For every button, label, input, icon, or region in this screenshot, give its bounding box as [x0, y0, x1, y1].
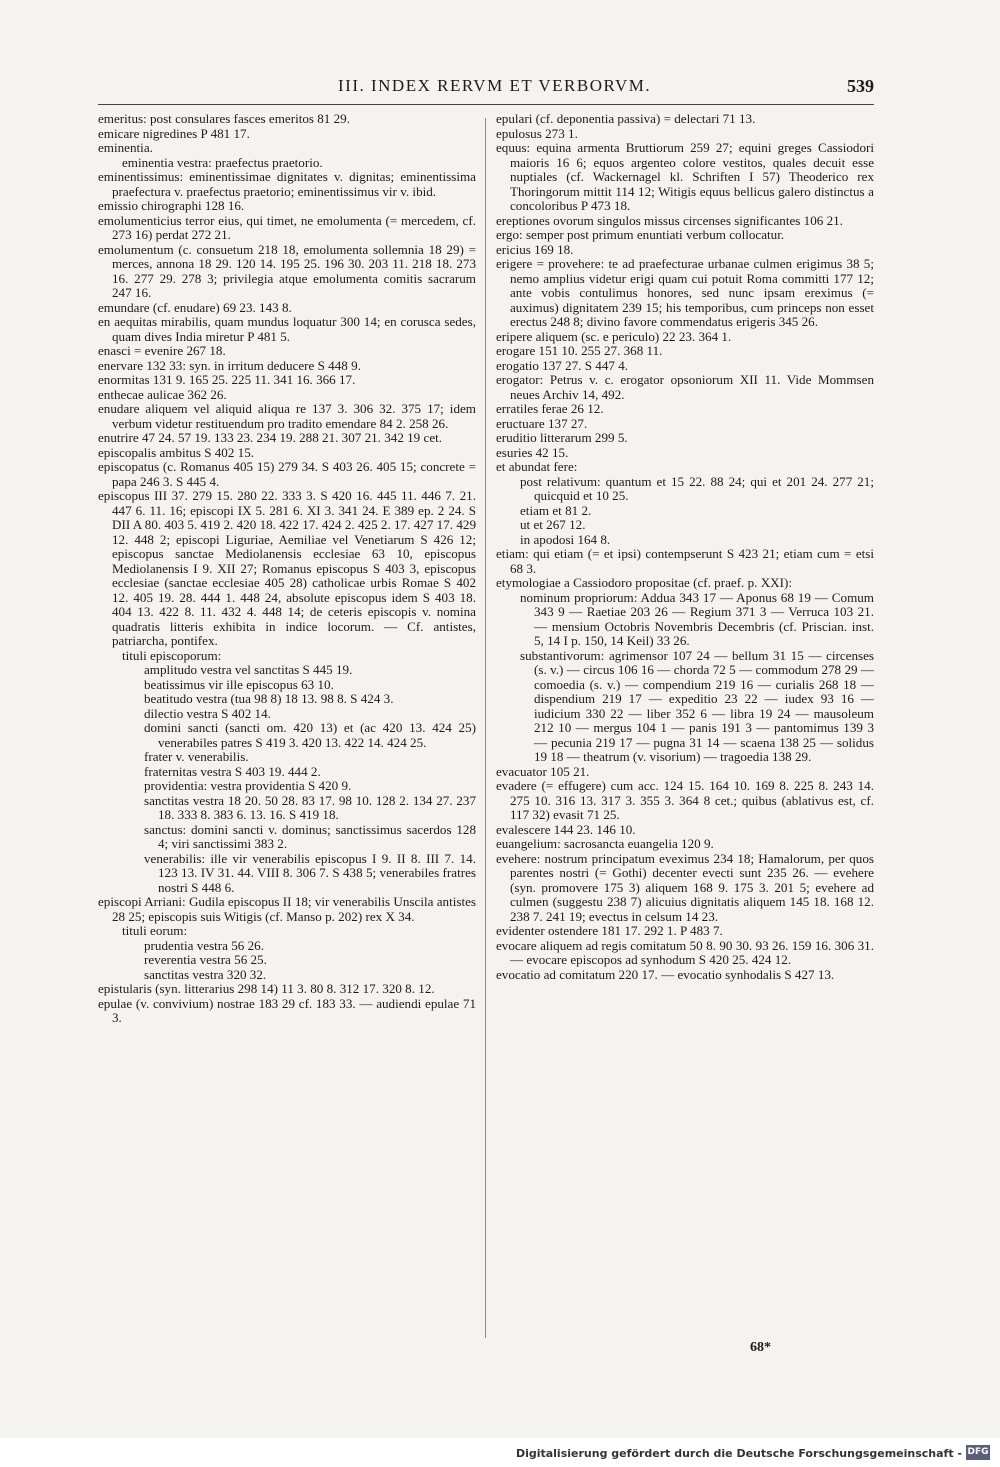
index-entry: episcopalis ambitus S 402 15.: [98, 444, 255, 460]
index-entry: fraternitas vestra S 403 19. 444 2.: [144, 763, 321, 779]
index-entry: venerabilis: ille vir venerabilis episcopus I 9. II 8. III 7. 14. 123 13. IV 31. 44. VIII 8. 306 7. S 438 5; venerabiles fratres nostri S 448 6.: [144, 850, 476, 895]
index-entry: episcopi Arriani: Gudila episcopus II 18; vir venerabilis Unscila antistes 28 25; episcopis suis Witigis (cf. Manso p. 202) rex X 34.: [98, 894, 476, 924]
index-entry: substantivorum: agrimensor 107 24 — bellum 31 15 — circenses (s. v.) — circus 106 16 — chorda 72 5 — commodum 278 29 — comoedia (s. v.) — compendium 219 16 — curialis 268 18 — dispendium 219 17 — expeditio 23 22 — iudex 93 16 — iudicium 330 22 — liber 352 6 — libra 19 24 — mausoleum 212 10 — mergus 104 1 — panis 191 3 — pantomimus 139 3 — pecunia 219 17 — pugna 31 14 — scaena 138 25 — solidus 19 18 — theatrum (v. visorium) — tragoedia 138 29.: [520, 647, 874, 764]
index-entry: ereptiones ovorum singulos missus circenses significantes 106 21.: [496, 212, 843, 228]
index-entry: enudare aliquem vel aliquid aliqua re 137 3. 306 32. 375 17; idem verbum videtur restituendum pro tradito emendare 84 2. 258 26.: [98, 401, 476, 431]
index-entry: evalescere 144 23. 146 10.: [496, 821, 636, 837]
index-entry: emeritus: post consulares fasces emeritos 81 29.: [98, 111, 350, 126]
index-entry: emissio chirographi 128 16.: [98, 198, 245, 213]
index-entry: sanctitas vestra 320 32.: [144, 966, 267, 982]
index-entry: episcopus III 37. 279 15. 280 22. 333 3. S 420 16. 445 11. 446 7. 21. 447 6. 11. 16; episcopi IX 5. 281 6. XI 3. 341 24. E 389 ep. 2 24. S DII A 80. 403 5. 419 2. 420 18. 422 17. 424 2. 425 2. 17. 427 17. 429 12. 448 2; episcopi Liguriae, Aemiliae vel Venetiarum S 426 12; episcopus sanctae Mediolanensis ecclesiae 63 10, episcopus Mediolanensis I 9. XII 27; Romanus episcopus S 403 3, episcopus ecclesiae (sanctae ecclesiae 405 28) catholicae urbis Romae S 402 12. 405 19. 28. 444 1. 448 24, absolute episcopus idem S 403 18. 404 13. 422 8. 11. 432 4. 448 14; de ceteris episcopis v. nomina quadratis litteris exhibita in indice locorum. — Cf. antistes, patriarcha, pontifex.: [98, 488, 476, 648]
index-entry: erratiles ferae 26 12.: [496, 401, 604, 416]
index-entry: evidenter ostendere 181 17. 292 1. P 483 7.: [496, 923, 723, 938]
index-entry: enasci = evenire 267 18.: [98, 343, 226, 358]
index-entry: et abundat fere:: [496, 459, 578, 474]
index-entry: domini sancti (sancti om. 420 13) et (ac 420 13. 424 25) venerabiles patres S 419 3. 420 13. 422 14. 424 25.: [144, 720, 476, 750]
index-entry: etiam et 81 2.: [520, 502, 592, 518]
index-entry: enthecae aulicae 362 26.: [98, 386, 227, 402]
footer-credit: Digitalisierung gefördert durch die Deutsche Forschungsgemeinschaft -: [515, 1447, 962, 1460]
index-entry: sanctitas vestra 18 20. 50 28. 83 17. 98 10. 128 2. 134 27. 237 18. 333 8. 383 6. 13. 16. S 419 18.: [144, 792, 476, 822]
index-entry: reverentia vestra 56 25.: [144, 952, 267, 967]
index-entry: amplitudo vestra vel sanctitas S 445 19.: [144, 662, 353, 677]
index-entry: evehere: nostrum principatum eveximus 234 18; Hamalorum, per quos parentes nostri (= Gothi) decenter evecti sunt 235 26. — evehere (syn. promovere 175 3) aliquem 168 9. 175 3. 201 5; evehere ad culmen (suggestu 238 7) alicuius dignitatis aliquem 145 18. 168 12. 238 7. 241 19; evectus in celsum 14 23.: [496, 850, 874, 924]
index-entry: dilectio vestra S 402 14.: [144, 705, 271, 721]
index-entry: evocare aliquem ad regis comitatum 50 8. 90 30. 93 26. 159 16. 306 31. — evocare episcopos ad synhodum S 420 25. 424 12.: [496, 937, 874, 967]
index-entry: evacuator 105 21.: [496, 763, 590, 779]
signature-mark: 68*: [750, 1340, 771, 1355]
running-header: [98, 76, 874, 102]
index-entry: emolumenticius terror eius, qui timet, ne emolumenta (= mercedem, cf. 273 16) perdat 272 21.: [98, 212, 476, 242]
header-rule: [98, 104, 874, 105]
index-entry: episcopatus (c. Romanus 405 15) 279 34. S 403 26. 405 15; concrete = papa 246 3. S 445 4.: [98, 459, 476, 489]
index-entry: emundare (cf. enudare) 69 23. 143 8.: [98, 299, 292, 315]
index-entry: eripere aliquem (sc. e periculo) 22 23. 364 1.: [496, 328, 732, 344]
right-column: [496, 112, 874, 982]
index-entry: epulae (v. convivium) nostrae 183 29 cf. 183 33. — audiendi epulae 71 3.: [98, 995, 476, 1025]
index-entry: enutrire 47 24. 57 19. 133 23. 234 19. 288 21. 307 21. 342 19 cet.: [98, 430, 443, 445]
index-entry: epistularis (syn. litterarius 298 14) 11 3. 80 8. 312 17. 320 8. 12.: [98, 981, 435, 996]
index-entry: frater v. venerabilis.: [144, 749, 249, 764]
index-entry: emicare nigredines P 481 17.: [98, 125, 250, 141]
column-divider: [485, 118, 486, 1338]
index-entry: euangelium: sacrosancta euangelia 120 9.: [496, 836, 714, 851]
index-entry: emolumentum (c. consuetum 218 18, emolumenta sollemnia 18 29) = merces, annona 18 29. 120 14. 195 25. 196 30. 203 11. 218 18. 273 16. 277 29. 278 3; privilegia atque emolumenta comitis sacrarum 247 16.: [98, 241, 476, 300]
index-entry: providentia: vestra providentia S 420 9.: [144, 778, 352, 793]
index-entry: beatissimus vir ille episcopus 63 10.: [144, 676, 334, 692]
index-entry: esuries 42 15.: [496, 444, 569, 460]
index-entry: erogator: Petrus v. c. erogator opsoniorum XII 11. Vide Mommsen neues Archiv 14, 492.: [496, 372, 874, 402]
index-entry: epulari (cf. deponentia passiva) = delectari 71 13.: [496, 111, 756, 126]
index-entry: sanctus: domini sancti v. dominus; sanctissimus sacerdos 128 4; viri sanctissimi 383 2.: [144, 821, 476, 851]
index-entry: tituli eorum:: [122, 923, 188, 938]
index-entry: eminentissimus: eminentissimae dignitates v. dignitas; eminentissima praefectura v. praefectus praetorio; eminentissimus vir v. ibid.: [98, 169, 476, 199]
index-entry: equus: equina armenta Bruttiorum 259 27; equini greges Cassiodori maioris 16 6; equos argenteo colore vestitos, quales decuit esse nuptiales (cf. Wackernagel kl. Schriften I 57) Theoderico rex Thoringorum mittit 114 12; Witigis equus bellicus galero distinctus a concoloribus P 473 18.: [496, 140, 874, 213]
index-entry: enormitas 131 9. 165 25. 225 11. 341 16. 366 17.: [98, 372, 356, 387]
running-title: III. INDEX RERVM ET VERBORVM.: [338, 76, 652, 95]
index-entry: etymologiae a Cassiodoro propositae (cf. praef. p. XXI):: [496, 575, 792, 590]
index-entry: erigere = provehere: te ad praefecturae urbanae culmen erigimus 38 5; nemo amplius videtur erigi quam cui potuit Roma committi 177 12; ante vobis contulimus honores, sed nunc ipsam ereximus (= auximus) dignitatem 239 15; his temporibus, cum princeps non esset erectus 248 8; divino favore commendatus erigeris 345 26.: [496, 256, 874, 329]
page-number: 539: [847, 76, 874, 96]
index-entry: enervare 132 33: syn. in irritum deducere S 448 9.: [98, 357, 361, 373]
index-entry: epulosus 273 1.: [496, 125, 578, 141]
index-entry: eminentia vestra: praefectus praetorio.: [122, 154, 323, 170]
index-entry: tituli episcoporum:: [122, 647, 222, 663]
dfg-logo: DFG: [966, 1445, 990, 1460]
index-entry: evocatio ad comitatum 220 17. — evocatio synhodalis S 427 13.: [496, 966, 835, 982]
index-entry: ut et 267 12.: [520, 517, 586, 532]
index-entry: evadere (= effugere) cum acc. 124 15. 164 10. 169 8. 225 8. 243 14. 275 10. 316 13. 317 3. 355 3. 364 8 cet.; quibus (ablativus est, cf. 117 32) evasit 71 25.: [496, 778, 874, 822]
index-entry: post relativum: quantum et 15 22. 88 24; qui et 201 24. 277 21; quicquid et 10 25.: [520, 473, 874, 503]
index-entry: eructuare 137 27.: [496, 415, 588, 431]
index-entry: beatitudo vestra (tua 98 8) 18 13. 98 8. S 424 3.: [144, 691, 394, 706]
index-entry: eruditio litterarum 299 5.: [496, 430, 628, 445]
index-entry: en aequitas mirabilis, quam mundus loquatur 300 14; en corusca sedes, quam dives India miretur P 481 5.: [98, 314, 476, 344]
index-entry: erogare 151 10. 255 27. 368 11.: [496, 343, 663, 358]
index-entry: nominum propriorum: Addua 343 17 — Aponus 68 19 — Comum 343 9 — Raetiae 203 26 — Regium 371 3 — Verruca 103 21. — mensium Octobris Novembris Decembris (cf. Priscian. inst. 5, 14 I p. 150, 14 Keil) 33 26.: [520, 589, 874, 648]
left-column: [98, 112, 476, 1026]
index-entry: prudentia vestra 56 26.: [144, 937, 264, 953]
index-entry: in apodosi 164 8.: [520, 531, 611, 547]
index-entry: etiam: qui etiam (= et ipsi) contempserunt S 423 21; etiam cum = etsi 68 3.: [496, 546, 874, 576]
index-entry: eminentia.: [98, 140, 153, 155]
index-entry: ergo: semper post primum enuntiati verbum collocatur.: [496, 227, 785, 242]
index-entry: erogatio 137 27. S 447 4.: [496, 357, 629, 373]
index-entry: ericius 169 18.: [496, 241, 574, 257]
